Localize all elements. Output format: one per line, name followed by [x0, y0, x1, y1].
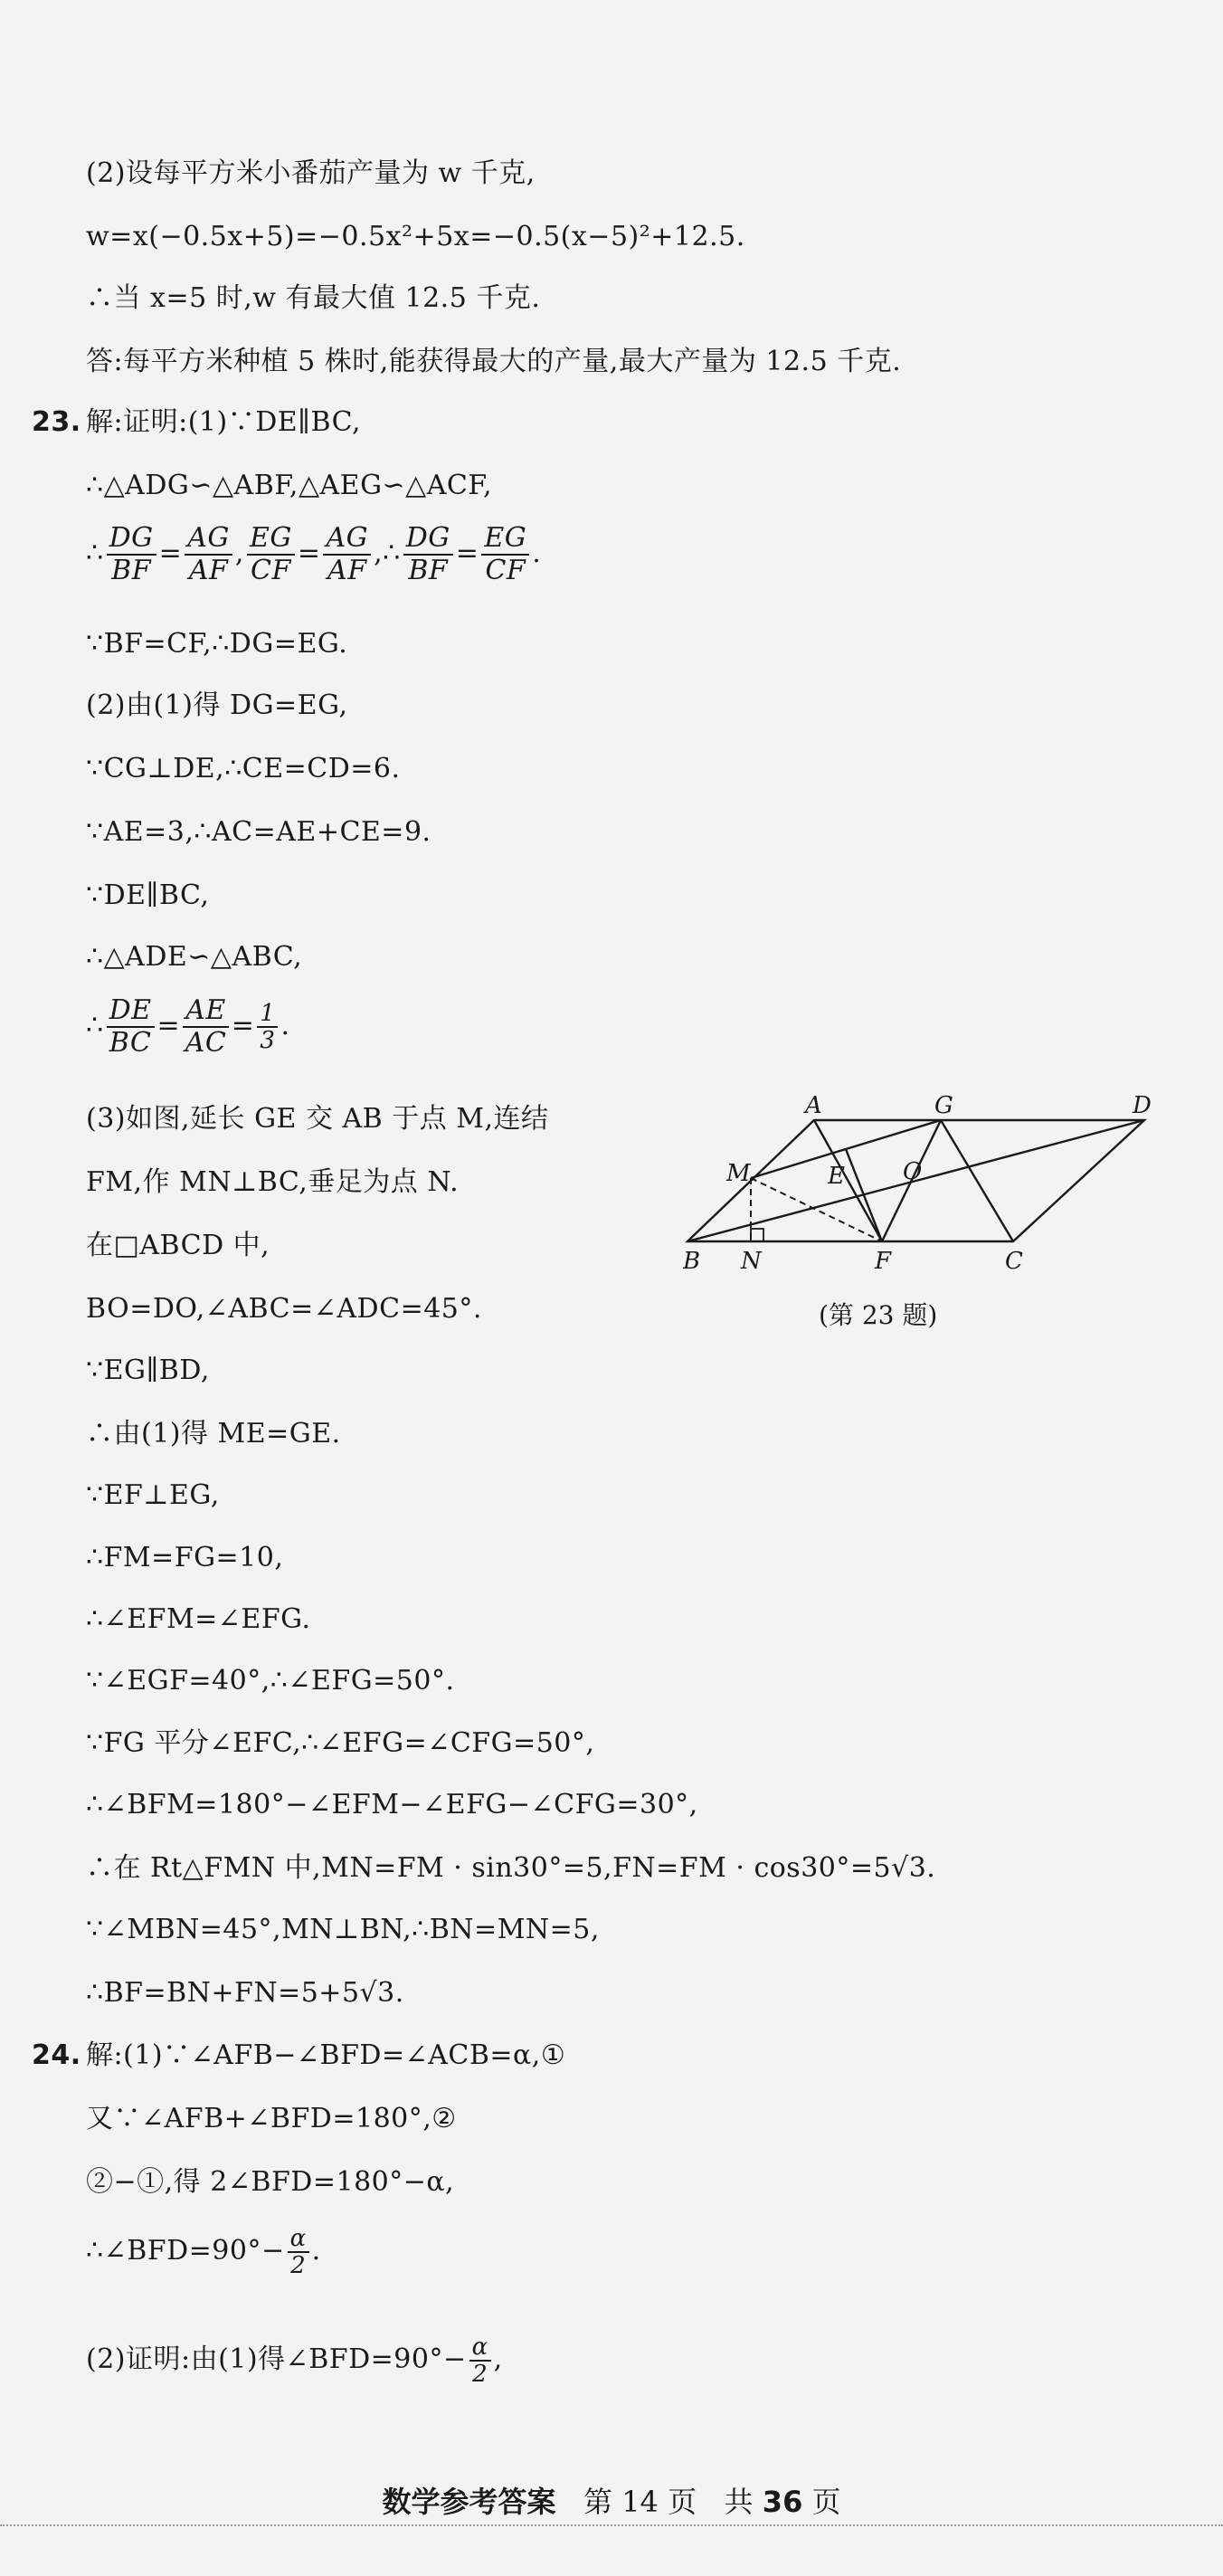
segment-ef — [846, 1149, 882, 1241]
text-line: ∴FM=FG=10, — [86, 1542, 284, 1573]
fraction: $\frac{1}{3}$ — [257, 1001, 278, 1053]
fraction: $\frac{EG}{CF}$ — [247, 523, 295, 586]
question-number: 23. — [32, 406, 81, 438]
point-label-m: M — [726, 1160, 751, 1187]
text-line: ∴在 Rt△FMN 中,MN=FM · sin30°=5,FN=FM · cos30°=5√3. — [86, 1852, 936, 1884]
fraction: $\frac{AE}{AC}$ — [183, 995, 229, 1059]
fraction: $\frac{\alpha}{2}$ — [469, 2334, 491, 2387]
text-line: w=x(−0.5x+5)=−0.5x²+5x=−0.5(x−5)²+12.5. — [86, 221, 745, 252]
text-line: 解:证明:(1)∵DE∥BC, — [86, 406, 362, 438]
text-line: ∵DE∥BC, — [86, 879, 210, 911]
fraction-line: (2)证明:由(1)得∠BFD=90°− $\frac{\alpha}{2}$ , — [86, 2334, 503, 2388]
question-number: 24. — [32, 2039, 81, 2071]
fraction: $\frac{EG}{CF}$ — [481, 523, 529, 586]
fraction-line: ∴ $\frac{DG}{BF}$ = $\frac{AG}{AF}$ , $\frac{EG}{CF}$ = $\frac{AG}{AF}$ ,∴ $\frac{DG}{BF}$ = $\frac{EG}{CF}$ . — [86, 522, 542, 586]
fraction: $\frac{DE}{BC}$ — [107, 995, 155, 1059]
text-line: ∵BF=CF,∴DG=EG. — [86, 628, 348, 660]
fraction-line: ∴∠BFD=90°− $\frac{\alpha}{2}$ . — [86, 2225, 321, 2279]
text-line: FM,作 MN⊥BC,垂足为点 N. — [86, 1166, 460, 1198]
footer-page: 第 14 页 — [583, 2485, 697, 2519]
point-label-f: F — [875, 1248, 892, 1275]
fraction-line: ∴ $\frac{DE}{BC}$ = $\frac{AE}{AC}$ = $\frac{1}{3}$ . — [86, 994, 290, 1059]
right-angle-mark — [751, 1229, 763, 1241]
figure-caption: (第 23 题) — [819, 1300, 938, 1330]
text-line: ∴△ADG∽△ABF,△AEG∽△ACF, — [86, 470, 493, 501]
text-line: ∴∠BFM=180°−∠EFM−∠EFG−∠CFG=30°, — [86, 1789, 698, 1820]
point-label-b: B — [683, 1248, 701, 1275]
text-line: (3)如图,延长 GE 交 AB 于点 M,连结 — [86, 1103, 549, 1135]
point-label-o: O — [903, 1158, 923, 1185]
point-label-a: A — [805, 1092, 822, 1119]
footer-total-pre: 共 — [724, 2485, 754, 2519]
fraction: $\frac{DG}{BF}$ — [107, 523, 156, 586]
text-line: ∴∠EFM=∠EFG. — [86, 1603, 311, 1635]
point-label-g: G — [934, 1092, 953, 1119]
text-line: ∵∠MBN=45°,MN⊥BN,∴BN=MN=5, — [86, 1914, 600, 1945]
point-label-e: E — [828, 1163, 845, 1190]
segment-af — [814, 1120, 882, 1241]
text-line: ∵EG∥BD, — [86, 1355, 210, 1386]
segment-gc — [941, 1120, 1013, 1241]
text-line: ∵FG 平分∠EFC,∴∠EFG=∠CFG=50°, — [86, 1727, 595, 1759]
text-line: 又∵∠AFB+∠BFD=180°,② — [86, 2103, 457, 2134]
text-line: ∵∠EGF=40°,∴∠EFG=50°. — [86, 1665, 455, 1697]
point-label-c: C — [1005, 1248, 1023, 1275]
text-line: ∴BF=BN+FN=5+5√3. — [86, 1977, 404, 2009]
text-line: ∵AE=3,∴AC=AE+CE=9. — [86, 816, 431, 848]
text-line: ∴由(1)得 ME=GE. — [86, 1418, 341, 1450]
fraction: $\frac{DG}{BF}$ — [403, 523, 453, 586]
text-line: BO=DO,∠ABC=∠ADC=45°. — [86, 1293, 482, 1325]
footer-total-num: 36 — [762, 2485, 803, 2519]
text-line: ∵EF⊥EG, — [86, 1479, 220, 1511]
text-line: ∴当 x=5 时,w 有最大值 12.5 千克. — [86, 282, 541, 314]
page-footer — [0, 2479, 1223, 2521]
text-line: 解:(1)∵∠AFB−∠BFD=∠ACB=α,① — [86, 2039, 566, 2071]
fraction: $\frac{AG}{AF}$ — [323, 523, 371, 586]
text-line: (2)由(1)得 DG=EG, — [86, 689, 348, 721]
fraction: $\frac{AG}{AF}$ — [185, 523, 232, 586]
segment-mf — [751, 1178, 882, 1241]
text-line: 在□ABCD 中, — [86, 1230, 270, 1261]
fraction: $\frac{\alpha}{2}$ — [288, 2226, 309, 2278]
text-line: 答:每平方米种植 5 株时,能获得最大的产量,最大产量为 12.5 千克. — [86, 346, 902, 377]
text-line: (2)设每平方米小番茄产量为 w 千克, — [86, 157, 536, 189]
footer-total-post: 页 — [811, 2485, 841, 2519]
text-line: ∵CG⊥DE,∴CE=CD=6. — [86, 753, 401, 784]
point-label-n: N — [741, 1248, 762, 1275]
text-line: ②−①,得 2∠BFD=180°−α, — [86, 2166, 455, 2198]
point-label-d: D — [1133, 1092, 1152, 1119]
footer-divider — [0, 2524, 1223, 2526]
footer-title: 数学参考答案 — [382, 2485, 556, 2519]
text-line: ∴△ADE∽△ABC, — [86, 941, 303, 973]
